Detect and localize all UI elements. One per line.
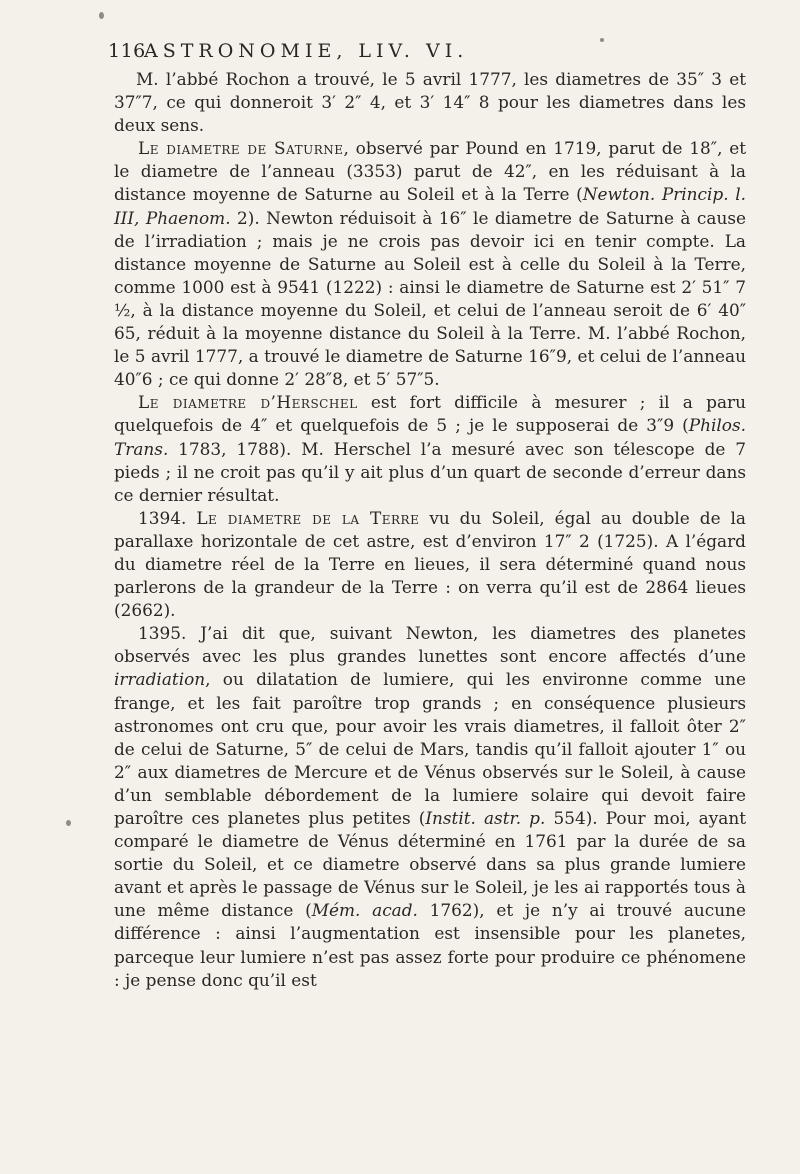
citation: Mém. acad. bbox=[311, 900, 418, 921]
text-segment: , ou dilatation de lumiere, qui les environne comme une frange, et les fait paroître trop grands ; en conséquence plusieurs astronomes ont cru que, pour avoir les vrais diametres, il falloit ôter 2″ de celui de Saturne, 5″ de celui de Mars, tandis qu’il falloit ajouter 1″ ou 2″ aux diametres de Mercure et de Vénus observés sur le Soleil, à cause d’un semblable débordement de la lumiere solaire qui devoit faire paroître ces planetes plus petites ( bbox=[114, 669, 746, 828]
ink-spot bbox=[66, 820, 71, 826]
page-number: 116 bbox=[108, 40, 146, 62]
paragraph-saturn-diameter bbox=[114, 137, 746, 391]
text-segment: 1762), et je n’y ai trouvé aucune différence : ainsi l’augmentation est insensible pour les planetes, parceque leur lumiere n’est pas assez forte pour produire ce phénomene : je pense donc qu’il est bbox=[114, 900, 746, 990]
emphasis: irradiation bbox=[114, 669, 206, 690]
text-segment: 1395. J’ai dit que, suivant Newton, les diametres des planetes observés avec les plus grandes lunettes sont encore affectés d’une bbox=[114, 623, 746, 667]
paragraph-irradiation bbox=[114, 622, 746, 992]
citation: Instit. astr. p. bbox=[425, 808, 546, 828]
citation: Newton. Princip. l. III, Phaenom. bbox=[114, 184, 746, 228]
paragraph-herschel-diameter bbox=[114, 391, 746, 506]
body-text bbox=[114, 68, 746, 992]
article-number: 1394. bbox=[138, 507, 197, 528]
paragraph-earth-diameter bbox=[114, 507, 746, 622]
running-header bbox=[108, 40, 728, 68]
text-segment: , observé par Pound en 1719, parut de 18″, et le diametre de l’anneau (3353) parut de 42″, en les réduisant à la distance moyenne de Saturne au Soleil et à la Terre ( bbox=[114, 138, 746, 205]
ink-spot bbox=[99, 12, 104, 19]
section-heading: Le diametre de Saturne bbox=[138, 138, 344, 159]
text-segment: 554). Pour moi, ayant comparé le diametre de Vénus déterminé en 1761 par la durée de sa sortie du Soleil, et ce diametre observé dans sa plus grande lumiere avant et après le passage de Vénus sur le Soleil, je les ai rapportés tous à une même distance ( bbox=[114, 808, 747, 921]
running-title: ASTRONOMIE, LIV. VI. bbox=[144, 40, 469, 62]
paragraph-rochon-observation bbox=[114, 68, 746, 137]
text-segment: vu du Soleil, égal au double de la parallaxe horizontale de cet astre, est d’environ 17″ 2 (1725). A l’égard du diametre réel de la Terre en lieues, il sera déterminé quand nous parlerons de la grandeur de la Terre : on verra qu’il est de 2864 lieues (2662). bbox=[114, 507, 746, 621]
text-segment: 1783, 1788). M. Herschel l’a mesuré avec son télescope de 7 pieds ; il ne croit pas qu’il y ait plus d’un quart de seconde d’erreur dans ce dernier résultat. bbox=[114, 438, 746, 505]
section-heading: Le diametre de la Terre bbox=[196, 507, 420, 528]
text-segment: est fort difficile à mesurer ; il a paru quelquefois de 4″ et quelquefois de 5 ; je le supposerai de 3″9 ( bbox=[114, 392, 747, 436]
citation: Philos. Trans. bbox=[114, 415, 746, 459]
text-segment: M. l’abbé Rochon a trouvé, le 5 avril 1777, les diametres de 35″ 3 et 37″7, ce qui donneroit 3′ 2″ 4, et 3′ 14″ 8 pour les diametres dans les deux sens. bbox=[114, 69, 746, 136]
text-segment: 2). Newton réduisoit à 16″ le diametre de Saturne à cause de l’irradiation ; mais je ne crois pas devoir ici en tenir compte. La distance moyenne de Saturne au Soleil est à celle du Soleil à la Terre, comme 1000 est à 9541 (1222) : ainsi le diametre de Saturne est 2′ 51″ 7 ½, à la distance moyenne du Soleil, et celui de l’anneau seroit de 6′ 40″ 65, réduit à la moyenne distance du Soleil à la Terre. M. l’abbé Rochon, le 5 avril 1777, a trouvé le diametre de Saturne 16″9, et celui de l’anneau 40″6 ; ce qui donne 2′ 28″8, et 5′ 57″5. bbox=[114, 207, 747, 390]
section-heading: Le diametre d’Herschel bbox=[138, 392, 358, 413]
